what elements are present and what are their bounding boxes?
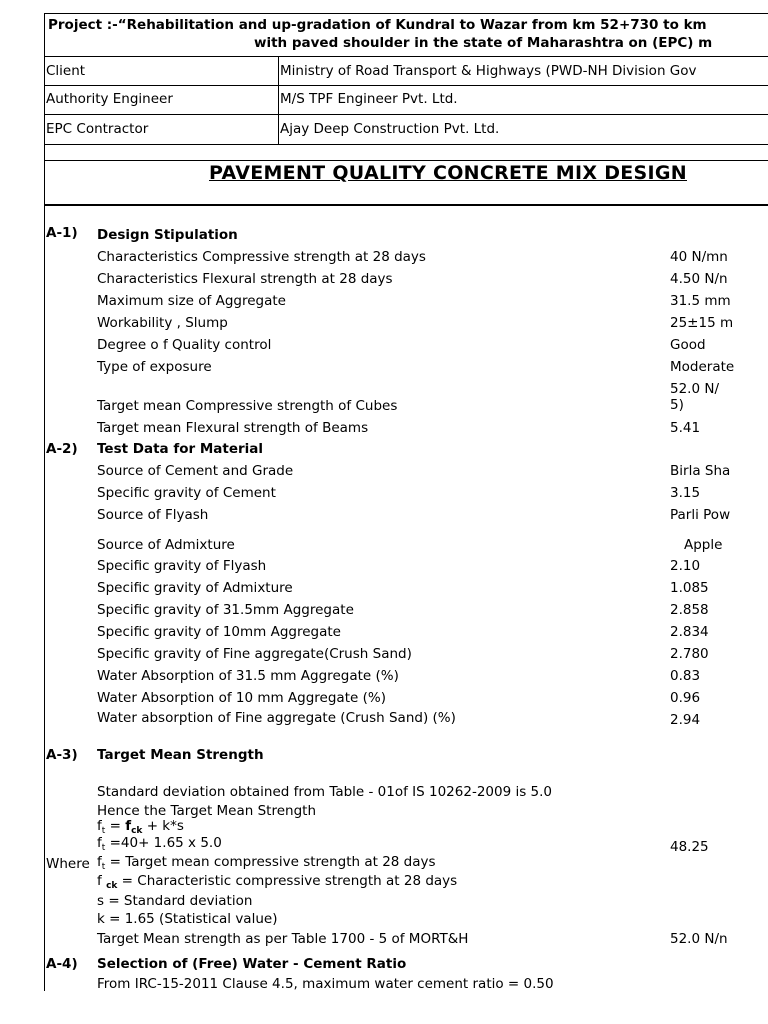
section-a4-heading: Selection of (Free) Water - Cement Ratio: [97, 956, 407, 972]
a1-row-label: Maximum size of Aggregate: [97, 293, 286, 309]
section-a1-code: A-1): [46, 225, 78, 241]
project-line-1: Project :-“Rehabilitation and up-gradation of Kundral to Wazar from km 52+730 to km: [48, 17, 707, 33]
a2-row-label: Source of Cement and Grade: [97, 463, 294, 479]
mort-line: Target Mean strength as per Table 1700 - 5 of MORT&H: [97, 931, 469, 947]
a1-row-value: 31.5 mm: [670, 293, 731, 309]
a2-row-value: 0.83: [670, 668, 701, 684]
section-a2-code: A-2): [46, 441, 78, 457]
a1-row-label: Characteristics Flexural strength at 28 days: [97, 271, 393, 287]
a1-row-label: Workability , Slump: [97, 315, 228, 331]
header-divider-3: [44, 114, 768, 115]
a1-row-value-cont: 5): [670, 397, 684, 413]
header-top-border: [44, 13, 768, 14]
a2-row-value: 2.10: [670, 558, 701, 574]
a1-row-value: Good: [670, 337, 706, 353]
a1-row-value: 4.50 N/n: [670, 271, 728, 287]
a2-row-value: Birla Sha: [670, 463, 731, 479]
a2-row-label: Specific gravity of Flyash: [97, 558, 267, 574]
a2-row-label: Source of Admixture: [97, 537, 235, 553]
a2-row-label: Water Absorption of 31.5 mm Aggregate (%): [97, 668, 399, 684]
client-value: Ministry of Road Transport & Highways (PWD-NH Division Gov: [280, 63, 697, 79]
formula-line-2: $f_t =40+ 1.65$ x 5.0: [97, 835, 222, 853]
a2-row-label: Source of Flyash: [97, 507, 209, 523]
body-left-border: [44, 206, 45, 991]
a1-row-value: 25±15 m: [670, 315, 734, 331]
title-bottom-border: [44, 204, 768, 206]
a2-row-value: 0.96: [670, 690, 701, 706]
header-divider-2: [44, 85, 768, 86]
a2-row-value: 2.780: [670, 646, 709, 662]
header-column-divider: [278, 56, 279, 144]
a2-row-label: Specific gravity of 31.5mm Aggregate: [97, 602, 354, 618]
a1-row-label: Characteristics Compressive strength at 28 days: [97, 249, 426, 265]
a1-row-value: Moderate: [670, 359, 735, 375]
a2-row-label: Specific gravity of 10mm Aggregate: [97, 624, 341, 640]
a2-row-value: 3.15: [670, 485, 701, 501]
section-a3-code: A-3): [46, 747, 78, 763]
a2-row-value: 1.085: [670, 580, 709, 596]
authority-engineer-label: Authority Engineer: [46, 91, 173, 107]
authority-engineer-value: M/S TPF Engineer Pvt. Ltd.: [280, 91, 458, 107]
section-a1-heading: Design Stipulation: [97, 227, 238, 243]
a2-row-value: 2.858: [670, 602, 709, 618]
epc-contractor-value: Ajay Deep Construction Pvt. Ltd.: [280, 121, 500, 137]
mort-value: 52.0 N/n: [670, 931, 728, 947]
k-definition: k = 1.65 (Statistical value): [97, 911, 278, 927]
a2-row-value: 2.94: [670, 712, 701, 728]
a2-row-value: 2.834: [670, 624, 709, 640]
a2-row-label: Specific gravity of Admixture: [97, 580, 293, 596]
a1-row-value: 5.41: [670, 420, 701, 436]
header-divider-1: [44, 56, 768, 57]
where-line-1: $f_t$ = Target mean compressive strength at 28 days: [97, 854, 436, 872]
formula-line-1: $f_t = f_{ck} + k*s$: [97, 818, 184, 836]
project-line-2: with paved shoulder in the state of Maharashtra on (EPC) m: [254, 35, 713, 51]
where-label: Where: [46, 856, 90, 872]
a2-row-label: Water absorption of Fine aggregate (Crush Sand) (%): [97, 710, 456, 726]
header-bottom-border: [44, 144, 768, 145]
title-top-border: [44, 160, 768, 161]
a1-row-value: 52.0 N/: [670, 381, 719, 397]
a2-row-label: Specific gravity of Cement: [97, 485, 276, 501]
a2-row-label: Specific gravity of Fine aggregate(Crush Sand): [97, 646, 412, 662]
s-definition: s = Standard deviation: [97, 893, 253, 909]
section-a2-heading: Test Data for Material: [97, 441, 264, 457]
a4-line-1: From IRC-15-2011 Clause 4.5, maximum water cement ratio = 0.50: [97, 976, 554, 992]
section-a4-code: A-4): [46, 956, 78, 972]
page-title: PAVEMENT QUALITY CONCRETE MIX DESIGN: [209, 162, 687, 184]
a1-row-label: Target mean Compressive strength of Cubes: [97, 398, 398, 414]
a1-row-label: Type of exposure: [97, 359, 212, 375]
header-left-border: [44, 13, 45, 145]
a2-row-value: Parli Pow: [670, 507, 731, 523]
std-deviation-line: Standard deviation obtained from Table - 01of IS 10262-2009 is 5.0: [97, 784, 553, 800]
formula-value: 48.25: [670, 839, 709, 855]
a2-row-value: Apple: [684, 537, 723, 553]
a1-row-label: Degree o f Quality control: [97, 337, 272, 353]
where-line-2: f $_{ck}$ = Characteristic compressive strength at 28 days: [97, 873, 458, 891]
hence-line: Hence the Target Mean Strength: [97, 803, 317, 819]
section-a3-heading: Target Mean Strength: [97, 747, 264, 763]
title-left-border: [44, 144, 45, 206]
client-label: Client: [46, 63, 86, 79]
a1-row-label: Target mean Flexural strength of Beams: [97, 420, 369, 436]
a2-row-label: Water Absorption of 10 mm Aggregate (%): [97, 690, 386, 706]
epc-contractor-label: EPC Contractor: [46, 121, 149, 137]
a1-row-value: 40 N/mn: [670, 249, 728, 265]
